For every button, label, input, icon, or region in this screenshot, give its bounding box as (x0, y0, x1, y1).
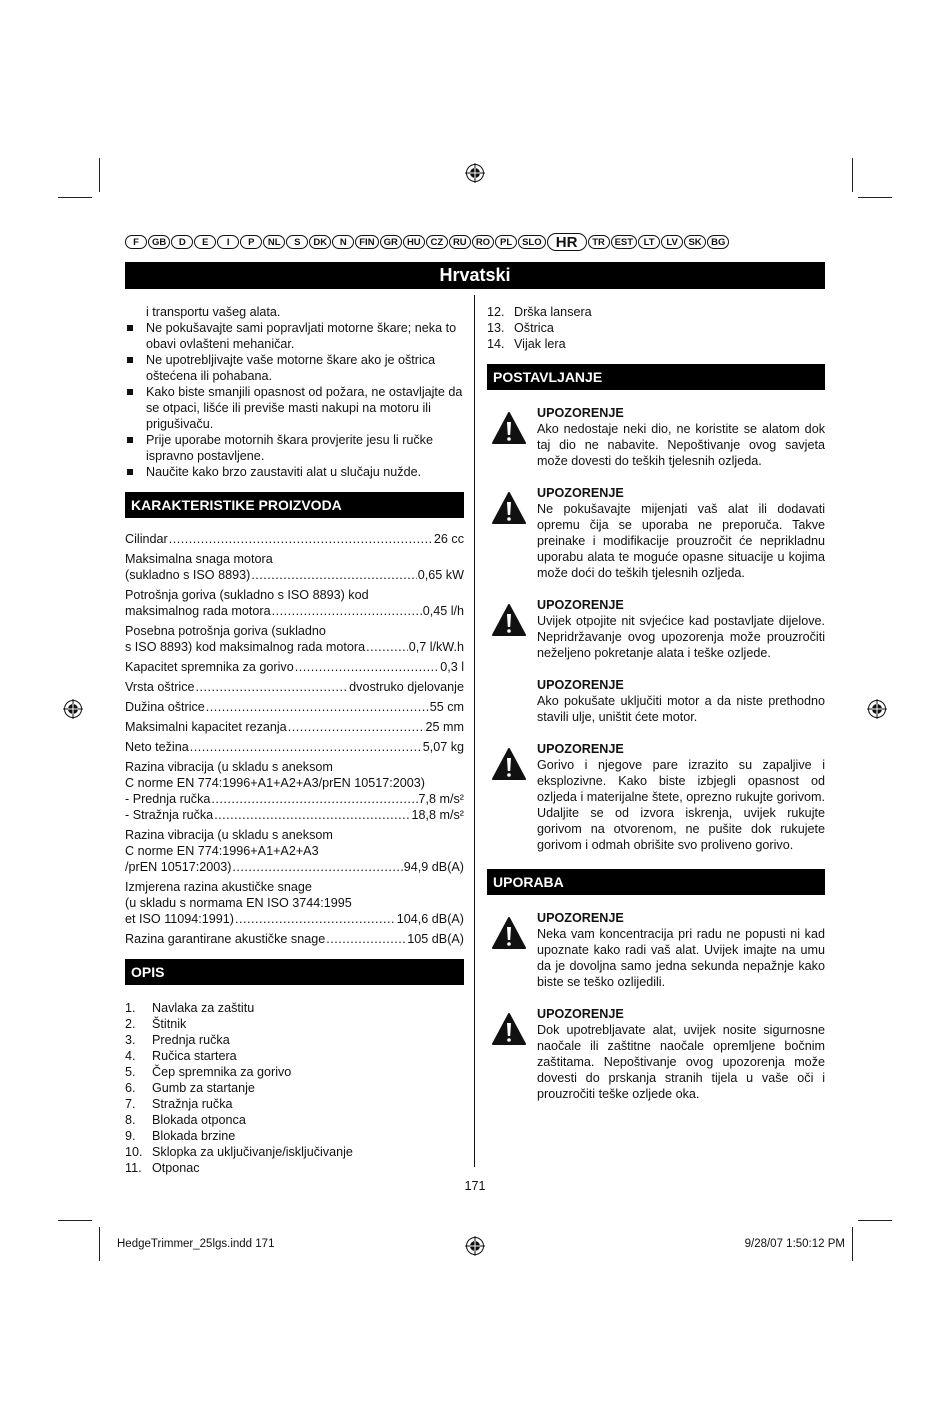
spec-value-line (125, 931, 464, 947)
part-number: 10. (125, 1145, 143, 1159)
bullet-item (125, 464, 464, 480)
spec-label: /prEN 10517:2003) (125, 860, 232, 874)
part-name: Navlaka za zaštitu (152, 1001, 255, 1015)
bullet-item (125, 352, 464, 384)
part-item (125, 1112, 464, 1128)
spec-value: 105 dB(A) (407, 932, 464, 946)
intro-line: i transportu vašeg alata. (146, 305, 281, 319)
part-item (125, 1000, 464, 1016)
part-item (125, 1064, 464, 1080)
warning-title: UPOZORENJE (537, 742, 624, 756)
language-tab-s[interactable]: S (286, 235, 308, 249)
dot-leader (169, 531, 433, 547)
footer-file-info: HedgeTrimmer_25lgs.indd 171 (117, 1238, 275, 1250)
part-name: Ručica startera (152, 1049, 237, 1063)
spec-value-line (125, 639, 464, 655)
spec-label: Kapacitet spremnika za gorivo (125, 660, 294, 674)
warning-triangle-icon (491, 916, 527, 950)
dot-leader (190, 739, 422, 755)
spec-item (125, 531, 464, 547)
page-number: 171 (464, 1179, 486, 1193)
spec-value-line (125, 699, 464, 715)
warning-text: Ne pokušavajte mijenjati vaš alat ili dodavati opremu čija se uporaba ne preporuča. Takve preinake i modifikacije prouzročit će neprikladnu uporabu alata te moguće opasne situacije u kojima može doći do teških tjelesnih ozljeda. (537, 502, 825, 580)
spec-value-line (125, 719, 464, 735)
spec-value: 104,6 dB(A) (396, 912, 464, 926)
warning-block (487, 485, 825, 581)
language-tab-cz[interactable]: CZ (426, 235, 448, 249)
bullet-item (125, 320, 464, 352)
warning-text: Uvijek otpojite nit svjećice kad postavljate dijelove. Nepridržavanje ovog upozorenja može prouzročiti neželjeno pokretanje alata i teške ozljede. (537, 614, 825, 660)
warning-triangle-icon (491, 411, 527, 445)
column-divider (474, 295, 475, 1167)
dot-leader (272, 603, 422, 619)
left-column (125, 304, 464, 1176)
warning-block (487, 1006, 825, 1102)
warning-block (487, 741, 825, 853)
bullet-text: Prije uporabe motornih škara provjerite jesu li ručke ispravno postavljene. (146, 433, 433, 463)
language-tab-d[interactable]: D (171, 235, 193, 249)
spec-item (125, 879, 464, 927)
right-column (487, 304, 825, 1118)
part-item (125, 1096, 464, 1112)
spec-value: dvostruko djelovanje (349, 680, 464, 694)
crop-mark (852, 158, 853, 192)
warning-title: UPOZORENJE (537, 1007, 624, 1021)
part-name: Drška lansera (514, 305, 592, 319)
language-tab-bg[interactable]: BG (707, 235, 729, 249)
crop-mark (58, 1220, 92, 1221)
dot-leader (214, 807, 410, 823)
warning-title: UPOZORENJE (537, 486, 624, 500)
dot-leader (206, 699, 429, 715)
spec-label: et ISO 11094:1991) (125, 912, 234, 926)
dot-leader (326, 931, 406, 947)
bullet-text: Ne pokušavajte sami popravljati motorne škare; neka to obavi ovlašteni mehaničar. (146, 321, 457, 351)
spec-value-line (125, 859, 464, 875)
spec-item-vibration (125, 759, 464, 823)
bullet-item (125, 432, 464, 464)
dot-leader (366, 639, 408, 655)
spec-label-line: Potrošnja goriva (sukladno s ISO 8893) kod (125, 588, 369, 602)
crop-mark (58, 197, 92, 198)
square-bullet-icon (127, 437, 133, 443)
language-tab-hu[interactable]: HU (403, 235, 425, 249)
warning-text: Neka vam koncentracija pri radu ne popusti ni kad upoznate kako radi vaš alat. Uvijek imajte na umu da je dovoljna samo jedna sekunda nepažnje kako biste se teško ozlijedili. (537, 927, 825, 989)
spec-label-line: Razina vibracija (u skladu s aneksom (125, 760, 333, 774)
spec-value-line (125, 807, 464, 823)
spec-value: 5,07 kg (422, 740, 464, 754)
spec-label: Vrsta oštrice (125, 680, 195, 694)
warning-triangle-icon (491, 603, 527, 637)
part-name: Stražnja ručka (152, 1097, 233, 1111)
spec-label: maksimalnog rada motora (125, 604, 271, 618)
spec-label: Razina garantirane akustičke snage (125, 932, 326, 946)
part-item (125, 1144, 464, 1160)
spec-item (125, 827, 464, 875)
spec-label: Dužina oštrice (125, 700, 205, 714)
part-item (125, 1080, 464, 1096)
part-name: Blokada otponca (152, 1113, 246, 1127)
spec-item (125, 659, 464, 675)
spec-label-line: Maksimalna snaga motora (125, 552, 273, 566)
language-tab-tr[interactable]: TR (588, 235, 610, 249)
language-tab-i[interactable]: I (217, 235, 239, 249)
language-tab-nl[interactable]: NL (263, 235, 285, 249)
part-item (125, 1048, 464, 1064)
language-tab-lt[interactable]: LT (638, 235, 660, 249)
spec-value-line (125, 911, 464, 927)
spec-item (125, 623, 464, 655)
spec-value: 26 cc (433, 532, 464, 546)
warning-block (487, 677, 825, 725)
warning-text: Ako nedostaje neki dio, ne koristite se alatom dok taj dio ne nabavite. Nepoštivanje ovog savjeta može dovesti do teških tjelesnih ozljeda. (537, 422, 825, 468)
language-tab-pl[interactable]: PL (495, 235, 517, 249)
part-item (487, 336, 825, 352)
crop-mark (858, 197, 892, 198)
language-tab-n[interactable]: N (332, 235, 354, 249)
spec-item (125, 551, 464, 583)
language-tab-ro[interactable]: RO (472, 235, 494, 249)
spec-value-line (125, 739, 464, 755)
section-heading-opis: OPIS (125, 959, 464, 985)
warning-block (487, 405, 825, 469)
spec-value: 55 cm (429, 700, 464, 714)
language-tab-dk[interactable]: DK (309, 235, 331, 249)
spec-label: Cilindar (125, 532, 168, 546)
postavljanje-warnings (487, 405, 825, 853)
spec-label: Neto težina (125, 740, 189, 754)
spec-item (125, 679, 464, 695)
dot-leader (251, 567, 416, 583)
spec-label-line: C norme EN 774:1996+A1+A2+A3/prEN 10517:2003) (125, 776, 426, 790)
part-number: 14. (487, 337, 505, 351)
dot-leader (211, 791, 417, 807)
spec-label: s ISO 8893) kod maksimalnog rada motora (125, 640, 366, 654)
spec-label-line: C norme EN 774:1996+A1+A2+A3 (125, 844, 319, 858)
spec-label-line: Izmjerena razina akustičke snage (125, 880, 312, 894)
square-bullet-icon (127, 357, 133, 363)
spec-label-line: Razina vibracija (u skladu s aneksom (125, 828, 333, 842)
bullet-item (125, 384, 464, 432)
part-name: Blokada brzine (152, 1129, 236, 1143)
part-number: 5. (125, 1065, 136, 1079)
language-tab-gb[interactable]: GB (148, 235, 170, 249)
part-number: 13. (487, 321, 505, 335)
spec-item (125, 587, 464, 619)
language-tab-bar (125, 233, 825, 251)
part-number: 4. (125, 1049, 136, 1063)
part-item (487, 304, 825, 320)
section-heading-uporaba: UPORABA (487, 869, 825, 895)
part-number: 2. (125, 1017, 136, 1031)
warning-text: Ako pokušate uključiti motor a da niste prethodno stavili ulje, uništit ćete motor. (537, 694, 825, 724)
part-item (487, 320, 825, 336)
warning-triangle-icon (491, 491, 527, 525)
part-name: Sklopka za uključivanje/isključivanje (152, 1145, 353, 1159)
warning-text: Dok upotrebljavate alat, uvijek nosite sigurnosne naočale ili zaštitne naočale opremljene bočnim zaštitama. Nepoštivanje ovog upozorenja može dovesti do prskanja stranih tijela u vaše oči i prouzročiti teške ozljede oka. (537, 1023, 825, 1101)
registration-mark-icon (867, 699, 887, 719)
warning-title: UPOZORENJE (537, 598, 624, 612)
spec-value: 0,3 l (440, 660, 464, 674)
spec-label: (sukladno s ISO 8893) (125, 568, 251, 582)
spec-label-line: Posebna potrošnja goriva (sukladno (125, 624, 326, 638)
bullet-text: Ne upotrebljivajte vaše motorne škare ako je oštrica oštećena ili pohabana. (146, 353, 436, 383)
part-item (125, 1128, 464, 1144)
language-tab-f[interactable]: F (125, 235, 147, 249)
specs-list (125, 531, 464, 947)
spec-value-line (125, 531, 464, 547)
section-heading-specs: KARAKTERISTIKE PROIZVODA (125, 492, 464, 518)
spec-value: 94,9 dB(A) (403, 860, 464, 874)
spec-value: 0,65 kW (417, 568, 464, 582)
warning-title: UPOZORENJE (537, 406, 624, 420)
part-number: 8. (125, 1113, 136, 1127)
dot-leader (288, 719, 425, 735)
part-item (125, 1016, 464, 1032)
language-tab-ru[interactable]: RU (449, 235, 471, 249)
spec-label: Maksimalni kapacitet rezanja (125, 720, 287, 734)
bullet-text: Kako biste smanjili opasnost od požara, ne ostavljajte da se otpaci, lišće ili previše masti nakupi na motoru ili prigušivaču. (146, 385, 463, 431)
square-bullet-icon (127, 389, 133, 395)
language-tab-est[interactable]: EST (611, 235, 637, 249)
dot-leader (295, 659, 439, 675)
language-tab-lv[interactable]: LV (661, 235, 683, 249)
part-number: 9. (125, 1129, 136, 1143)
dot-leader (232, 859, 402, 875)
crop-mark (852, 1227, 853, 1261)
bullet-text: Naučite kako brzo zaustaviti alat u slučaju nužde. (146, 465, 422, 479)
part-item (125, 1160, 464, 1176)
parts-list-continued (487, 304, 825, 352)
part-name: Oštrica (514, 321, 554, 335)
section-heading-postavljanje: POSTAVLJANJE (487, 364, 825, 390)
page-title-banner: Hrvatski (125, 262, 825, 289)
part-name: Otponac (152, 1161, 200, 1175)
part-number: 1. (125, 1001, 136, 1015)
spec-value-line (125, 679, 464, 695)
part-number: 3. (125, 1033, 136, 1047)
language-tab-hr[interactable]: HR (547, 233, 587, 251)
spec-label: - Stražnja ručka (125, 808, 214, 822)
spec-value: 0,7 l/kW.h (408, 640, 464, 654)
spec-item (125, 931, 464, 947)
part-number: 6. (125, 1081, 136, 1095)
part-item (125, 1032, 464, 1048)
warning-title: UPOZORENJE (537, 911, 624, 925)
spec-value: 0,45 l/h (422, 604, 464, 618)
part-number: 11. (125, 1161, 142, 1175)
language-tab-e[interactable]: E (194, 235, 216, 249)
language-tab-slo[interactable]: SLO (518, 235, 546, 249)
language-tab-fin[interactable]: FIN (355, 235, 378, 249)
spec-value: 25 mm (425, 720, 464, 734)
safety-bullet-list (125, 320, 464, 480)
warning-triangle-icon (491, 1012, 527, 1046)
part-name: Vijak lera (514, 337, 566, 351)
spec-value: 18,8 m/s² (411, 808, 464, 822)
language-tab-sk[interactable]: SK (684, 235, 706, 249)
part-name: Gumb za startanje (152, 1081, 255, 1095)
part-name: Prednja ručka (152, 1033, 230, 1047)
warning-text: Gorivo i njegove pare izrazito su zapaljive i eksplozivne. Kako biste izbjegli opasnost od ozljeda i materijalne štete, oprezno rukujte gorivom. Udaljite se od izvora iskrenja, uvijek rukujte gorivom na otvorenom, ne pušite dok rukujete gorivom i odmah obrišite svo proliveno gorivo. (537, 758, 825, 852)
language-tab-gr[interactable]: GR (380, 235, 402, 249)
footer-date: 9/28/07 1:50:12 PM (744, 1238, 845, 1250)
warning-title: UPOZORENJE (537, 678, 624, 692)
registration-mark-icon (63, 699, 83, 719)
parts-list (125, 1000, 464, 1176)
warning-block (487, 910, 825, 990)
square-bullet-icon (127, 469, 133, 475)
spec-value-line (125, 659, 464, 675)
spec-value: 7,8 m/s² (418, 792, 464, 806)
part-name: Štitnik (152, 1017, 187, 1031)
dot-leader (235, 911, 396, 927)
dot-leader (196, 679, 349, 695)
warning-block (487, 597, 825, 661)
language-tab-p[interactable]: P (240, 235, 262, 249)
spec-value-line (125, 567, 464, 583)
part-name: Čep spremnika za gorivo (152, 1065, 292, 1079)
warning-triangle-icon (491, 747, 527, 781)
crop-mark (99, 1227, 100, 1261)
spec-item (125, 719, 464, 735)
spec-item (125, 699, 464, 715)
registration-mark-icon (465, 163, 485, 183)
spec-value-line (125, 791, 464, 807)
spec-item (125, 739, 464, 755)
square-bullet-icon (127, 325, 133, 331)
part-number: 7. (125, 1097, 136, 1111)
spec-label: - Prednja ručka (125, 792, 211, 806)
registration-mark-icon (465, 1236, 485, 1256)
part-number: 12. (487, 305, 505, 319)
spec-label-line: (u skladu s normama EN ISO 3744:1995 (125, 896, 352, 910)
spec-value-line (125, 603, 464, 619)
uporaba-warnings (487, 910, 825, 1102)
crop-mark (858, 1220, 892, 1221)
crop-mark (99, 158, 100, 192)
